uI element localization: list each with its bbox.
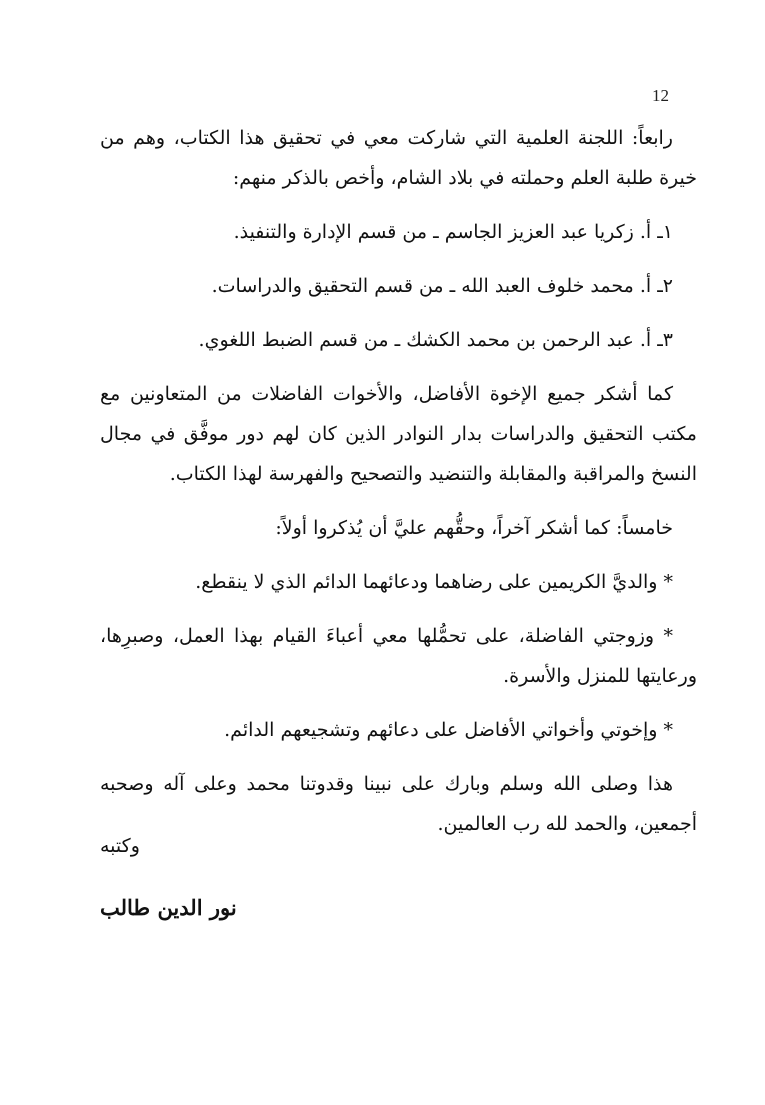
page-number: 12 [652, 86, 669, 105]
list-item-3: ٣ـ أ. عبد الرحمن بن محمد الكشك ـ من قسم الضبط اللغوي. [198, 329, 673, 351]
paragraph-closing-prayer: هذا وصلى الله وسلم وبارك على نبينا وقدوتنا محمد وعلى آله وصحبه أجمعين، والحمد لله رب العالمين. [100, 773, 697, 835]
bullet-parents: * والديَّ الكريمين على رضاهما ودعائهما الدائم الذي لا ينقطع. [195, 571, 673, 593]
paragraph-thanks-colleagues: كما أشكر جميع الإخوة الأفاضل، والأخوات الفاضلات من المتعاونين مع مكتب التحقيق والدراسات بدار النوادر الذين كان لهم دور موفَّق في مجال النسخ والمراقبة والمقابلة والتنضيد والتصحيح والفهرسة لهذا الكتاب. [100, 383, 697, 485]
paragraph-committee-intro: رابعاً: اللجنة العلمية التي شاركت معي في تحقيق هذا الكتاب، وهم من خيرة طلبة العلم وحملته في بلاد الشام، وأخص بالذكر منهم: [100, 127, 697, 189]
bullet-wife: * وزوجتي الفاضلة، على تحمُّلها معي أعباءَ القيام بهذا العمل، وصبرِها، ورعايتها للمنزل والأسرة. [100, 625, 697, 687]
list-item-1: ١ـ أ. زكريا عبد العزيز الجاسم ـ من قسم الإدارة والتنفيذ. [233, 221, 673, 243]
list-item-2: ٢ـ أ. محمد خلوف العبد الله ـ من قسم التحقيق والدراسات. [211, 275, 673, 297]
signature-label: وكتبه [100, 835, 140, 857]
page-body [100, 118, 697, 858]
signature-block [100, 826, 250, 928]
paragraph-fifth-thanks: خامساً: كما أشكر آخراً، وحقُّهم عليَّ أن يُذكروا أولاً: [275, 517, 673, 539]
bullet-siblings: * وإخوتي وأخواتي الأفاضل على دعائهم وتشجيعهم الدائم. [224, 719, 673, 741]
signature-name: نور الدين طالب [100, 895, 237, 920]
